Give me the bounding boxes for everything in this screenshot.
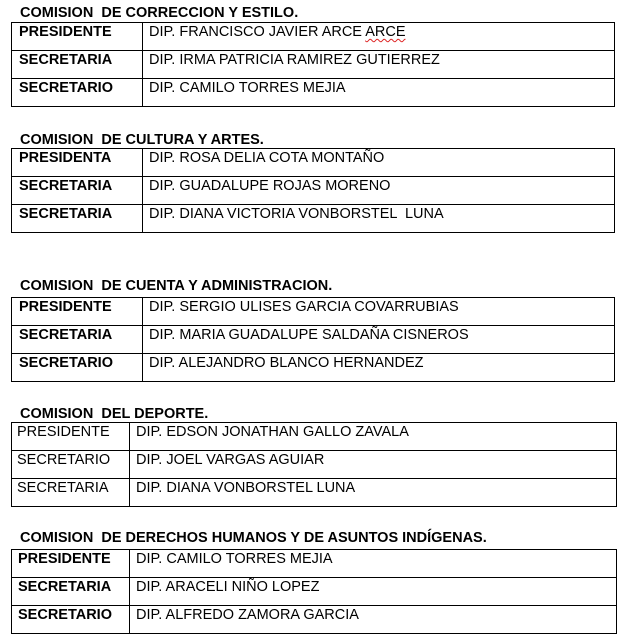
role-cell: PRESIDENTE xyxy=(12,298,143,326)
role-cell: SECRETARIA xyxy=(12,205,143,233)
member-name-cell: DIP. EDSON JONATHAN GALLO ZAVALA xyxy=(130,423,617,451)
member-name-cell: DIP. DIANA VICTORIA VONBORSTEL LUNA xyxy=(143,205,615,233)
section-title-deporte: COMISION DEL DEPORTE. xyxy=(20,406,209,422)
role-cell: SECRETARIA xyxy=(12,51,143,79)
table-row xyxy=(12,451,617,479)
role-cell: PRESIDENTE xyxy=(12,550,130,578)
member-name-cell: DIP. ARACELI NIÑO LOPEZ xyxy=(130,578,617,606)
table-row xyxy=(12,205,615,233)
member-name: DIP. FRANCISCO JAVIER ARCE xyxy=(149,24,366,40)
role-cell: PRESIDENTE xyxy=(12,23,143,51)
table-row xyxy=(12,354,615,382)
table-row xyxy=(12,51,615,79)
table-row xyxy=(12,149,615,177)
role-cell: SECRETARIA xyxy=(12,177,143,205)
role-cell: SECRETARIO xyxy=(12,354,143,382)
table-row xyxy=(12,79,615,107)
member-name-cell: DIP. ALFREDO ZAMORA GARCIA xyxy=(130,606,617,634)
member-name-cell: DIP. GUADALUPE ROJAS MORENO xyxy=(143,177,615,205)
section-title-cuenta-administracion: COMISION DE CUENTA Y ADMINISTRACION. xyxy=(20,278,333,294)
spellcheck-flagged-word: ARCE xyxy=(365,24,406,40)
table-row xyxy=(12,550,617,578)
role-cell: SECRETARIO xyxy=(12,606,130,634)
section-title-derechos-humanos: COMISION DE DERECHOS HUMANOS Y DE ASUNTOS INDÍGENAS. xyxy=(20,530,487,546)
member-name-cell: DIP. CAMILO TORRES MEJIA xyxy=(130,550,617,578)
member-name-cell: DIP. MARIA GUADALUPE SALDAÑA CISNEROS xyxy=(143,326,615,354)
role-cell: PRESIDENTA xyxy=(12,149,143,177)
committee-table-derechos-humanos xyxy=(11,549,617,634)
role-cell: SECRETARIA xyxy=(12,479,130,507)
member-name-cell: DIP. JOEL VARGAS AGUIAR xyxy=(130,451,617,479)
section-title-correccion-estilo: COMISION DE CORRECCION Y ESTILO. xyxy=(20,5,299,21)
committee-table-cuenta-administracion xyxy=(11,297,615,382)
committee-table-cultura-artes xyxy=(11,148,615,233)
role-cell: SECRETARIO xyxy=(12,79,143,107)
member-name-cell: DIP. DIANA VONBORSTEL LUNA xyxy=(130,479,617,507)
role-cell: SECRETARIO xyxy=(12,451,130,479)
table-row xyxy=(12,423,617,451)
table-row xyxy=(12,606,617,634)
member-name-cell: DIP. IRMA PATRICIA RAMIREZ GUTIERREZ xyxy=(143,51,615,79)
committee-table-correccion-estilo xyxy=(11,22,615,107)
table-row xyxy=(12,298,615,326)
role-cell: PRESIDENTE xyxy=(12,423,130,451)
table-row xyxy=(12,578,617,606)
member-name-cell xyxy=(143,23,615,51)
section-title-cultura-artes: COMISION DE CULTURA Y ARTES. xyxy=(20,132,264,148)
role-cell: SECRETARIA xyxy=(12,326,143,354)
committee-table-deporte xyxy=(11,422,617,507)
table-row xyxy=(12,23,615,51)
table-row xyxy=(12,479,617,507)
member-name-cell: DIP. CAMILO TORRES MEJIA xyxy=(143,79,615,107)
member-name-cell: DIP. SERGIO ULISES GARCIA COVARRUBIAS xyxy=(143,298,615,326)
member-name-cell: DIP. ALEJANDRO BLANCO HERNANDEZ xyxy=(143,354,615,382)
table-row xyxy=(12,326,615,354)
member-name-cell: DIP. ROSA DELIA COTA MONTAÑO xyxy=(143,149,615,177)
table-row xyxy=(12,177,615,205)
role-cell: SECRETARIA xyxy=(12,578,130,606)
